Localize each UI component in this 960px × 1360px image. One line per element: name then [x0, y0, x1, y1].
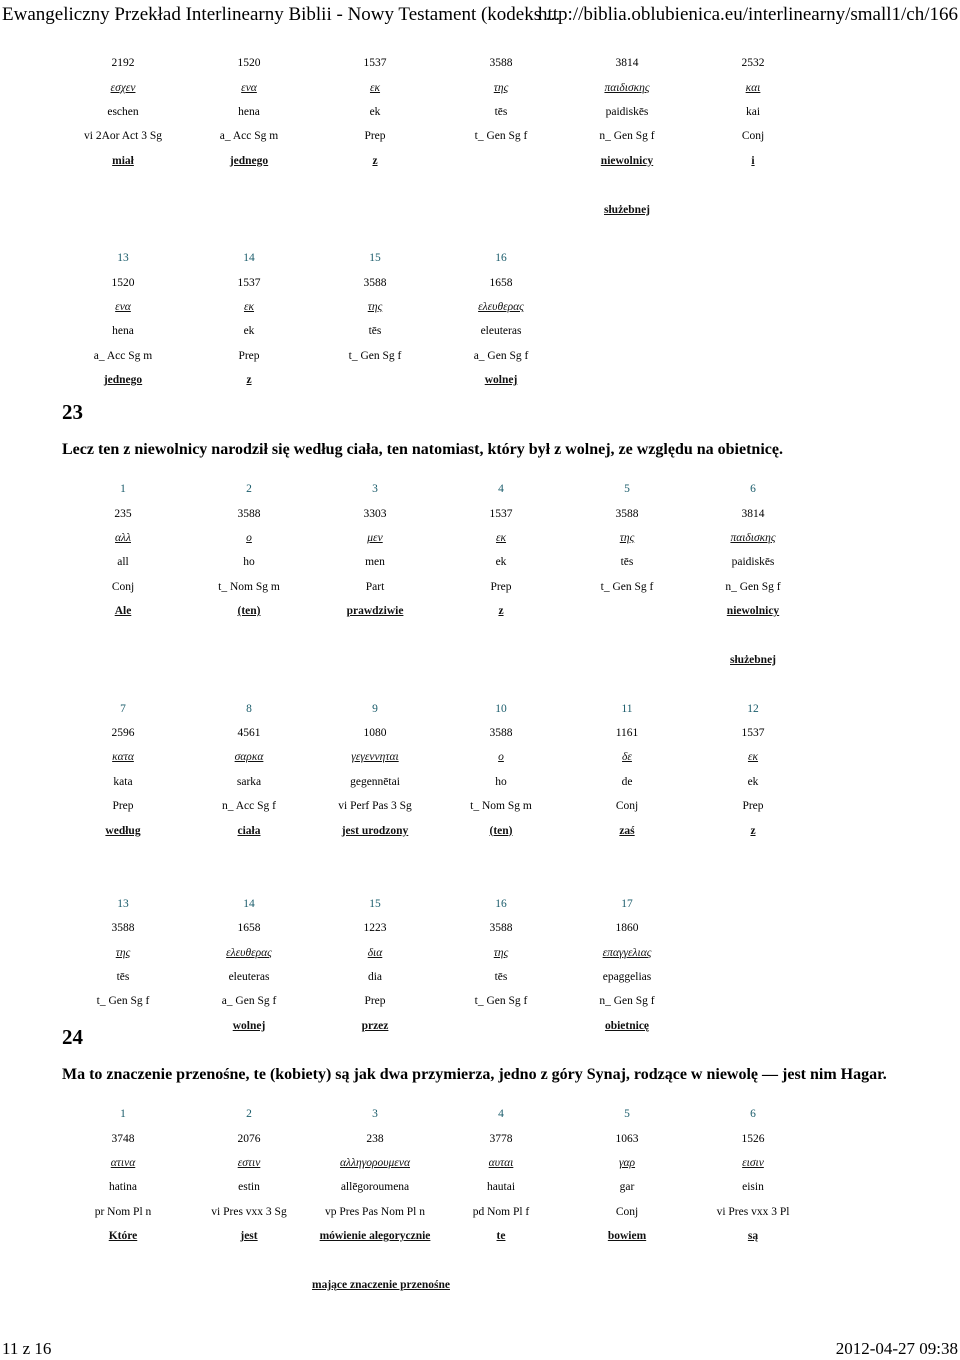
word-greek[interactable]: γεγεννηται — [351, 751, 399, 764]
word-polish[interactable]: (ten) — [489, 824, 513, 837]
word-greek[interactable]: αυται — [488, 1156, 514, 1169]
source-url[interactable]: http://biblia.oblubienica.eu/interlinearny/small1/ch/166 — [537, 4, 958, 25]
word-morph: t_ Gen Sg f — [348, 349, 402, 362]
word-polish[interactable]: niewolnicy — [726, 605, 780, 618]
word-translit: gar — [619, 1181, 635, 1194]
word-num: 1 — [120, 1108, 126, 1121]
word-greek[interactable]: εισιν — [742, 1156, 764, 1169]
word-strong: 3588 — [237, 507, 261, 520]
word-num: 6 — [750, 483, 756, 496]
word-polish[interactable]: jednego — [103, 374, 143, 387]
verse-number: 24 — [62, 1025, 83, 1049]
word-polish[interactable]: wolnej — [484, 374, 518, 387]
interlinear-row-extra — [60, 197, 816, 221]
word-morph: n_ Acc Sg f — [222, 800, 276, 813]
interlinear-row-polish — [60, 1224, 816, 1248]
verse-translation: Ma to znaczenie przenośne, te (kobiety) są jak dwa przymierza, jedno z góry Synaj, rodzące w niewolę — jest nim Hagar. — [62, 1066, 887, 1083]
word-polish[interactable]: mówienie alegorycznie — [319, 1230, 431, 1243]
word-translit: tēs — [116, 971, 130, 983]
word-strong: 1537 — [489, 507, 513, 520]
word-strong: 238 — [366, 1132, 384, 1145]
word-translit: epaggelias — [602, 971, 652, 983]
word-greek[interactable]: ελευθερας — [478, 301, 524, 314]
interlinear-row-translit — [60, 770, 816, 794]
word-num: 3 — [372, 483, 378, 496]
word-polish[interactable]: z — [246, 374, 252, 387]
word-morph: a_ Gen Sg f — [221, 995, 277, 1008]
interlinear-row-translit — [60, 965, 816, 989]
word-strong: 1537 — [237, 276, 261, 289]
word-greek[interactable]: ο — [498, 751, 504, 764]
word-polish[interactable]: przez — [361, 1019, 389, 1032]
word-morph: Prep — [238, 349, 260, 362]
word-translit: ek — [243, 325, 255, 338]
word-translit: all — [117, 556, 129, 569]
word-translit: paidiskēs — [605, 105, 649, 118]
word-greek[interactable]: ο — [246, 531, 252, 544]
interlinear-row-morph — [60, 124, 816, 148]
word-num: 5 — [624, 483, 630, 496]
word-strong: 3588 — [615, 507, 639, 520]
word-extra[interactable]: mające znaczenie przenośne — [312, 1278, 450, 1291]
word-strong: 235 — [114, 507, 132, 520]
word-num: 14 — [243, 897, 255, 910]
word-num: 2 — [246, 1108, 252, 1121]
word-greek[interactable]: της — [115, 946, 131, 959]
word-num: 9 — [372, 702, 378, 715]
word-num: 7 — [120, 702, 126, 715]
interlinear-row-translit — [60, 319, 816, 343]
word-morph: t_ Nom Sg m — [470, 800, 532, 813]
word-polish[interactable]: (ten) — [237, 605, 261, 618]
word-strong: 3748 — [111, 1132, 135, 1145]
word-translit: estin — [238, 1181, 260, 1194]
word-strong: 1537 — [741, 727, 765, 740]
word-num: 16 — [495, 252, 507, 265]
word-strong: 1860 — [615, 922, 639, 935]
interlinear-row-strong — [60, 51, 816, 75]
interlinear-row-strong — [60, 916, 816, 940]
word-strong: 3303 — [363, 507, 387, 520]
word-morph: Prep — [364, 995, 386, 1008]
word-polish[interactable]: z — [750, 824, 756, 837]
interlinear-row-gap — [60, 672, 816, 696]
word-num: 2 — [246, 483, 252, 496]
word-strong: 1223 — [363, 922, 387, 935]
word-num: 13 — [117, 252, 129, 265]
page-header — [0, 0, 960, 30]
word-translit: ho — [495, 775, 507, 788]
interlinear-block-verse-23 — [60, 477, 816, 1038]
interlinear-row-polish — [60, 368, 816, 392]
word-translit: dia — [367, 971, 383, 983]
word-strong: 1063 — [615, 1132, 639, 1145]
interlinear-row-strong — [60, 271, 816, 295]
interlinear-row-translit — [60, 1175, 816, 1199]
word-strong: 1658 — [237, 922, 261, 935]
word-strong: 1520 — [111, 276, 135, 289]
word-strong: 1520 — [237, 57, 261, 70]
word-polish[interactable]: z — [498, 605, 504, 618]
word-strong: 1080 — [363, 727, 387, 740]
interlinear-row-morph — [60, 344, 816, 368]
word-morph: vi 2Aor Act 3 Sg — [84, 130, 162, 143]
word-strong: 3588 — [489, 922, 513, 935]
word-translit: men — [365, 556, 385, 569]
word-translit: ek — [369, 105, 381, 118]
interlinear-row-num — [60, 246, 816, 270]
word-translit: eschen — [107, 105, 139, 118]
word-translit: tēs — [368, 325, 382, 338]
word-greek[interactable]: αλληγορουμενα — [340, 1156, 410, 1169]
word-greek[interactable]: ενα — [241, 81, 257, 94]
word-greek[interactable]: μεν — [367, 531, 383, 544]
word-greek[interactable]: της — [619, 531, 635, 544]
word-strong: 3588 — [489, 57, 513, 70]
word-num: 1 — [120, 483, 126, 496]
word-extra[interactable]: służebnej — [604, 203, 650, 216]
word-morph: t_ Gen Sg f — [474, 130, 528, 143]
word-morph: t_ Gen Sg f — [600, 580, 654, 593]
interlinear-row-greek — [60, 295, 816, 319]
word-greek[interactable]: παιδισκης — [604, 81, 650, 94]
word-polish[interactable]: są — [747, 1230, 759, 1243]
word-num: 15 — [369, 897, 381, 910]
word-morph: a_ Gen Sg f — [473, 349, 529, 362]
word-morph: t_ Nom Sg m — [218, 580, 280, 593]
interlinear-block-verse-24 — [60, 1102, 816, 1297]
interlinear-row-morph — [60, 794, 816, 818]
word-translit: eisin — [742, 1181, 764, 1194]
word-polish[interactable]: z — [372, 154, 378, 167]
word-num: 16 — [495, 897, 507, 910]
word-morph: n_ Gen Sg f — [725, 580, 781, 593]
document-title: Ewangeliczny Przekład Interlinearny Biblii - Nowy Testament (kodeks ... — [2, 4, 561, 25]
word-polish[interactable]: według — [105, 824, 141, 837]
interlinear-row-extra — [60, 648, 816, 672]
word-greek[interactable]: της — [493, 81, 509, 94]
word-strong: 2076 — [237, 1132, 261, 1145]
word-extra[interactable]: służebnej — [730, 653, 776, 666]
interlinear-row-polish — [60, 599, 816, 623]
word-polish[interactable]: i — [751, 154, 755, 167]
interlinear-row-morph — [60, 575, 816, 599]
interlinear-row-translit — [60, 100, 816, 124]
word-num: 11 — [621, 702, 633, 715]
word-strong: 3588 — [111, 922, 135, 935]
word-morph: Prep — [490, 580, 512, 593]
word-greek[interactable]: δια — [367, 946, 383, 959]
word-morph: Prep — [112, 800, 134, 813]
word-translit: ek — [495, 556, 507, 569]
interlinear-row-num — [60, 892, 816, 916]
word-greek[interactable]: εκ — [243, 301, 255, 314]
word-translit: hautai — [486, 1181, 516, 1194]
word-translit: allēgoroumena — [340, 1181, 410, 1194]
word-polish[interactable]: te — [496, 1230, 506, 1243]
word-greek[interactable]: ατινα — [110, 1156, 136, 1169]
word-polish[interactable]: obietnicę — [604, 1019, 650, 1032]
word-greek[interactable]: κατα — [112, 751, 134, 764]
word-translit: kai — [745, 105, 761, 118]
word-polish[interactable]: Które — [108, 1230, 138, 1243]
word-greek[interactable]: παιδισκης — [730, 531, 776, 544]
word-strong: 4561 — [237, 727, 261, 740]
word-morph: vp Pres Pas Nom Pl n — [325, 1205, 425, 1218]
verse-translation: Lecz ten z niewolnicy narodził się według ciała, ten natomiast, który był z wolnej, ze względu na obietnicę. — [62, 441, 783, 458]
word-polish[interactable]: jest — [240, 1230, 258, 1243]
page-indicator: 11 z 16 — [2, 1339, 52, 1358]
word-strong: 1537 — [363, 57, 387, 70]
word-greek[interactable]: της — [493, 946, 509, 959]
interlinear-row-morph — [60, 989, 816, 1013]
word-translit: hatina — [108, 1181, 138, 1194]
word-morph: Conj — [615, 800, 639, 813]
interlinear-row-greek — [60, 1151, 816, 1175]
word-strong: 1658 — [489, 276, 513, 289]
word-greek[interactable]: γαρ — [618, 1156, 636, 1169]
interlinear-row-polish — [60, 818, 816, 842]
interlinear-row-num — [60, 477, 816, 501]
word-strong: 3588 — [489, 727, 513, 740]
interlinear-row-num — [60, 1102, 816, 1126]
word-num: 10 — [495, 702, 507, 715]
verse-number: 23 — [62, 400, 83, 424]
word-morph: Conj — [741, 130, 765, 143]
word-greek[interactable]: εσχεν — [110, 81, 136, 94]
word-greek[interactable]: δε — [622, 751, 632, 764]
word-polish[interactable]: jednego — [229, 154, 269, 167]
interlinear-row-gap — [60, 222, 816, 246]
word-translit: eleuteras — [480, 325, 522, 338]
word-greek[interactable]: της — [367, 301, 383, 314]
word-strong: 2596 — [111, 727, 135, 740]
word-greek[interactable]: επαγγελιας — [602, 946, 652, 959]
interlinear-row-gap — [60, 843, 816, 867]
word-strong: 3814 — [615, 57, 639, 70]
word-translit: ek — [747, 775, 759, 788]
word-greek[interactable]: εκ — [495, 531, 507, 544]
word-num: 6 — [750, 1108, 756, 1121]
word-greek[interactable]: εκ — [369, 81, 381, 94]
interlinear-block-verse-22 — [60, 51, 816, 392]
interlinear-row-polish — [60, 149, 816, 173]
word-polish[interactable]: prawdziwie — [346, 605, 404, 618]
word-morph: pd Nom Pl f — [472, 1205, 530, 1218]
word-num: 13 — [117, 897, 129, 910]
interlinear-row-morph — [60, 1200, 816, 1224]
word-translit: eleuteras — [228, 971, 270, 983]
word-morph: n_ Gen Sg f — [599, 130, 655, 143]
word-polish[interactable]: bowiem — [607, 1230, 647, 1243]
word-morph: a_ Acc Sg m — [219, 130, 279, 143]
interlinear-row-gap — [60, 623, 816, 647]
word-strong: 2532 — [741, 57, 765, 70]
word-translit: tēs — [494, 105, 508, 118]
word-morph: vi Pres vxx 3 Pl — [716, 1205, 790, 1218]
interlinear-row-greek — [60, 526, 816, 550]
word-morph: t_ Gen Sg f — [96, 995, 150, 1008]
word-morph: n_ Gen Sg f — [599, 995, 655, 1008]
interlinear-row-extra — [60, 1273, 816, 1297]
word-translit: hena — [238, 105, 260, 118]
word-num: 4 — [498, 1108, 504, 1121]
interlinear-row-num — [60, 697, 816, 721]
interlinear-row-strong — [60, 721, 816, 745]
word-greek[interactable]: ενα — [115, 301, 131, 314]
word-num: 14 — [243, 252, 255, 265]
word-translit: kata — [113, 775, 133, 788]
word-polish[interactable]: wolnej — [232, 1019, 266, 1032]
word-greek[interactable]: σαρκα — [234, 751, 264, 764]
word-num: 4 — [498, 483, 504, 496]
word-translit: sarka — [236, 775, 262, 788]
word-translit: gegennētai — [350, 775, 400, 788]
interlinear-row-gap — [60, 867, 816, 891]
word-strong: 3588 — [363, 276, 387, 289]
word-polish[interactable]: jest urodzony — [341, 824, 409, 837]
word-morph: Prep — [364, 130, 386, 143]
word-greek[interactable]: ελευθερας — [226, 946, 272, 959]
word-polish[interactable]: niewolnicy — [600, 154, 654, 167]
word-num: 3 — [372, 1108, 378, 1121]
word-greek[interactable]: εκ — [747, 751, 759, 764]
word-translit: tēs — [494, 971, 508, 983]
word-greek[interactable]: αλλ — [115, 531, 131, 544]
word-translit: de — [621, 775, 633, 788]
word-morph: Prep — [742, 800, 764, 813]
word-strong: 1526 — [741, 1132, 765, 1145]
word-greek[interactable]: και — [745, 81, 761, 94]
word-morph: Part — [365, 580, 385, 593]
interlinear-row-greek — [60, 940, 816, 964]
word-morph: a_ Acc Sg m — [93, 349, 153, 362]
word-morph: t_ Gen Sg f — [474, 995, 528, 1008]
word-morph: pr Nom Pl n — [94, 1205, 152, 1218]
word-polish[interactable]: Ale — [114, 605, 132, 618]
word-polish[interactable]: ciała — [237, 824, 261, 837]
word-strong: 1161 — [615, 727, 639, 740]
word-polish[interactable]: zaś — [619, 824, 635, 837]
word-greek[interactable]: εστιν — [237, 1156, 261, 1169]
word-translit: hena — [112, 325, 134, 338]
word-num: 17 — [621, 897, 633, 910]
word-morph: vi Pres vxx 3 Sg — [211, 1205, 287, 1218]
word-morph: Conj — [615, 1205, 639, 1218]
word-num: 12 — [747, 702, 759, 715]
word-num: 5 — [624, 1108, 630, 1121]
interlinear-row-polish — [60, 1014, 816, 1038]
word-strong: 3778 — [489, 1132, 513, 1145]
word-translit: tēs — [620, 556, 634, 569]
interlinear-row-greek — [60, 75, 816, 99]
word-num: 15 — [369, 252, 381, 265]
interlinear-row-gap — [60, 173, 816, 197]
word-translit: paidiskēs — [731, 556, 775, 569]
word-strong: 2192 — [111, 57, 135, 70]
word-num: 8 — [246, 702, 252, 715]
word-polish[interactable]: miał — [112, 154, 134, 167]
word-translit: ho — [243, 556, 255, 569]
word-strong: 3814 — [741, 507, 765, 520]
word-morph: Conj — [111, 580, 135, 593]
interlinear-row-strong — [60, 501, 816, 525]
word-morph: vi Perf Pas 3 Sg — [338, 800, 412, 813]
interlinear-row-gap — [60, 1248, 816, 1272]
interlinear-row-strong — [60, 1126, 816, 1150]
print-timestamp: 2012-04-27 09:38 — [835, 1339, 958, 1358]
interlinear-row-greek — [60, 745, 816, 769]
interlinear-row-translit — [60, 550, 816, 574]
